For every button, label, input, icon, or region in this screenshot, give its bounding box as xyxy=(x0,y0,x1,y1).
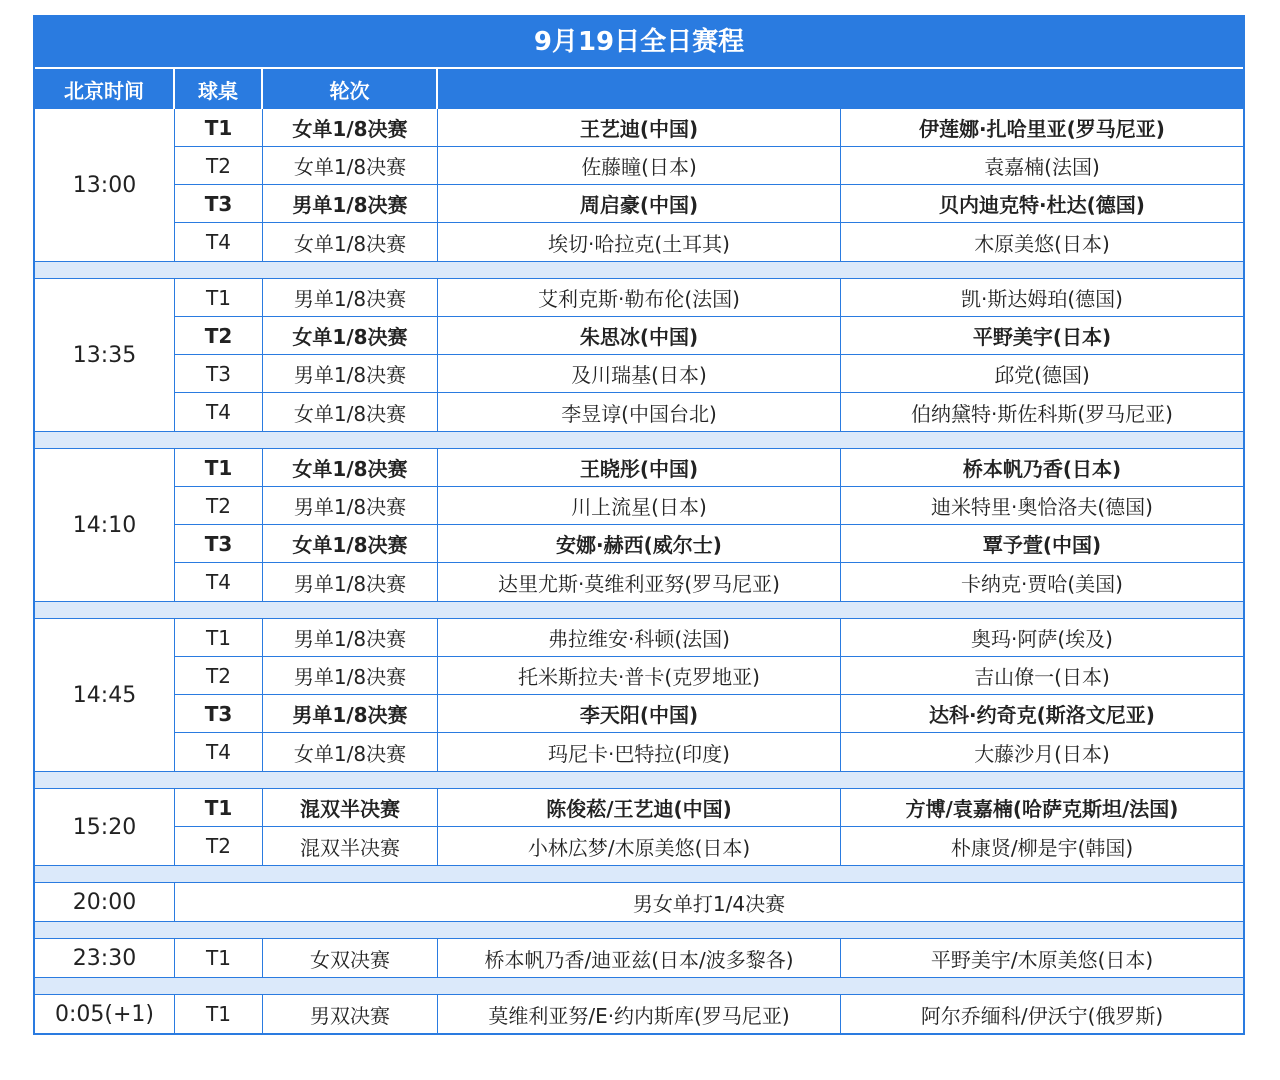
player2-cell: 凯·斯达姆珀(德国) xyxy=(961,287,1123,311)
table-cell: T4 xyxy=(175,563,263,601)
block-rows xyxy=(175,449,1243,601)
player1-cell: 陈俊菘/王艺迪(中国) xyxy=(438,789,841,826)
player2-cell: 奥玛·阿萨(埃及) xyxy=(971,627,1113,651)
block-separator xyxy=(35,977,1243,994)
round-cell: 混双半决赛 xyxy=(263,789,438,826)
time-block xyxy=(35,994,1243,1033)
player1-cell: 小林広梦/木原美悠(日本) xyxy=(438,827,841,865)
time-block xyxy=(35,882,1243,921)
player1-cell: 埃切·哈拉克(土耳其) xyxy=(438,223,841,261)
player1-cell: 艾利克斯·勒布伦(法国) xyxy=(438,279,841,316)
player2-cell: 袁嘉楠(法国) xyxy=(984,155,1100,179)
time-block xyxy=(35,788,1243,865)
table-cell: T3 xyxy=(175,355,263,392)
block-rows xyxy=(175,619,1243,771)
table-cell: T1 xyxy=(175,449,263,486)
schedule-body xyxy=(35,109,1243,1033)
schedule-table xyxy=(33,15,1245,1035)
player2-cell: 覃予萱(中国) xyxy=(982,533,1102,557)
player2-cell: 邱党(德国) xyxy=(994,363,1090,387)
player1-cell: 达里尤斯·莫维利亚努(罗马尼亚) xyxy=(438,563,841,601)
round-cell: 女单1/8决赛 xyxy=(263,449,438,486)
round-cell: 男单1/8决赛 xyxy=(263,563,438,601)
table-row xyxy=(175,147,1243,185)
round-cell: 男单1/8决赛 xyxy=(263,487,438,524)
table-cell: T4 xyxy=(175,733,263,771)
table-row xyxy=(175,995,1243,1033)
block-rows xyxy=(175,789,1243,865)
player2-cell: 平野美宇(日本) xyxy=(972,325,1112,349)
player1-cell: 安娜·赫西(威尔士) xyxy=(438,525,841,562)
table-row xyxy=(175,789,1243,827)
time-cell: 13:00 xyxy=(35,109,175,261)
table-cell: T2 xyxy=(175,487,263,524)
player2-cell: 达科·约奇克(斯洛文尼亚) xyxy=(929,703,1155,727)
table-cell: T1 xyxy=(175,995,263,1033)
block-separator xyxy=(35,431,1243,448)
table-cell: T1 xyxy=(175,279,263,316)
round-cell: 女双决赛 xyxy=(263,939,438,977)
time-cell: 15:20 xyxy=(35,789,175,865)
schedule-title: 9月19日全日赛程 xyxy=(35,17,1243,69)
header-round: 轮次 xyxy=(263,69,438,109)
round-cell: 女单1/8决赛 xyxy=(263,109,438,146)
round-cell: 女单1/8决赛 xyxy=(263,147,438,184)
time-cell: 0:05(+1) xyxy=(35,995,175,1033)
player1-cell: 弗拉维安·科顿(法国) xyxy=(438,619,841,656)
table-row xyxy=(175,449,1243,487)
player2-cell: 贝内迪克特·杜达(德国) xyxy=(939,193,1145,217)
round-cell: 男单1/8决赛 xyxy=(263,279,438,316)
table-cell: T3 xyxy=(175,695,263,732)
round-cell: 男单1/8决赛 xyxy=(263,185,438,222)
player2-cell: 桥本帆乃香(日本) xyxy=(962,457,1122,481)
player1-cell: 王艺迪(中国) xyxy=(438,109,841,146)
table-cell: T2 xyxy=(175,317,263,354)
table-cell: T1 xyxy=(175,619,263,656)
table-row xyxy=(175,827,1243,865)
header-row xyxy=(35,69,1243,109)
table-cell: T3 xyxy=(175,525,263,562)
round-cell: 男单1/8决赛 xyxy=(263,619,438,656)
table-row xyxy=(175,355,1243,393)
time-block xyxy=(35,618,1243,771)
player2-cell: 木原美悠(日本) xyxy=(974,231,1110,256)
table-cell: T1 xyxy=(175,939,263,977)
block-rows xyxy=(175,279,1243,431)
player1-cell: 托米斯拉夫·普卡(克罗地亚) xyxy=(438,657,841,694)
table-row xyxy=(175,393,1243,431)
round-cell: 混双半决赛 xyxy=(263,827,438,865)
round-cell: 女单1/8决赛 xyxy=(263,733,438,771)
table-row xyxy=(175,939,1243,977)
player1-cell: 莫维利亚努/E·约内斯库(罗马尼亚) xyxy=(438,995,841,1033)
player1-cell: 玛尼卡·巴特拉(印度) xyxy=(438,733,841,771)
player2-cell: 伊莲娜·扎哈里亚(罗马尼亚) xyxy=(919,117,1165,141)
round-cell: 女单1/8决赛 xyxy=(263,393,438,431)
time-cell: 23:30 xyxy=(35,939,175,977)
time-block xyxy=(35,448,1243,601)
player1-cell: 桥本帆乃香/迪亚兹(日本/波多黎各) xyxy=(438,939,841,977)
time-cell: 20:00 xyxy=(35,883,175,921)
table-row xyxy=(175,487,1243,525)
table-row xyxy=(175,657,1243,695)
player1-cell: 李天阳(中国) xyxy=(438,695,841,732)
table-row xyxy=(175,223,1243,261)
player1-cell: 朱思冰(中国) xyxy=(438,317,841,354)
time-cell: 14:10 xyxy=(35,449,175,601)
table-cell: T2 xyxy=(175,147,263,184)
round-cell: 男单1/8决赛 xyxy=(263,657,438,694)
player2-cell: 平野美宇/木原美悠(日本) xyxy=(930,947,1154,972)
table-row xyxy=(175,563,1243,601)
table-row xyxy=(175,317,1243,355)
player2-cell: 方博/袁嘉楠(哈萨克斯坦/法国) xyxy=(905,797,1179,821)
table-cell: T2 xyxy=(175,827,263,865)
time-cell: 13:35 xyxy=(35,279,175,431)
block-separator xyxy=(35,261,1243,278)
block-separator xyxy=(35,601,1243,618)
time-block xyxy=(35,938,1243,977)
player1-cell: 周启豪(中国) xyxy=(438,185,841,222)
player1-cell: 及川瑞基(日本) xyxy=(438,355,841,392)
header-table: 球桌 xyxy=(175,69,263,109)
player2-cell: 大藤沙月(日本) xyxy=(974,741,1110,766)
table-cell: T1 xyxy=(175,109,263,146)
round-cell: 女单1/8决赛 xyxy=(263,525,438,562)
player2-cell: 伯纳黛特·斯佐科斯(罗马尼亚) xyxy=(911,401,1173,426)
round-cell: 男单1/8决赛 xyxy=(263,695,438,732)
table-row xyxy=(175,695,1243,733)
span-cell: 男女单打1/4决赛 xyxy=(632,891,786,916)
player1-cell: 王晓彤(中国) xyxy=(438,449,841,486)
table-cell: T3 xyxy=(175,185,263,222)
table-cell: T4 xyxy=(175,223,263,261)
table-row xyxy=(175,733,1243,771)
round-cell: 女单1/8决赛 xyxy=(263,223,438,261)
player2-cell: 朴康贤/柳是宇(韩国) xyxy=(950,835,1134,860)
top-logo-fragment xyxy=(520,0,770,8)
table-row xyxy=(175,109,1243,147)
block-separator xyxy=(35,921,1243,938)
table-row xyxy=(175,185,1243,223)
header-players xyxy=(438,69,1243,109)
header-time: 北京时间 xyxy=(35,69,175,109)
table-cell: T2 xyxy=(175,657,263,694)
time-block xyxy=(35,109,1243,261)
block-rows xyxy=(175,939,1243,977)
round-cell: 男单1/8决赛 xyxy=(263,355,438,392)
player2-cell: 阿尔乔缅科/伊沃宁(俄罗斯) xyxy=(920,1003,1164,1028)
block-rows xyxy=(175,883,1243,921)
block-separator xyxy=(35,865,1243,882)
block-separator xyxy=(35,771,1243,788)
table-row xyxy=(175,525,1243,563)
table-row xyxy=(175,619,1243,657)
time-cell: 14:45 xyxy=(35,619,175,771)
table-row xyxy=(175,883,1243,921)
time-block xyxy=(35,278,1243,431)
table-cell: T1 xyxy=(175,789,263,826)
player2-cell: 吉山僚一(日本) xyxy=(974,665,1110,689)
player2-cell: 卡纳克·贾哈(美国) xyxy=(961,571,1123,596)
block-rows xyxy=(175,109,1243,261)
table-cell: T4 xyxy=(175,393,263,431)
player1-cell: 佐藤瞳(日本) xyxy=(438,147,841,184)
round-cell: 女单1/8决赛 xyxy=(263,317,438,354)
player1-cell: 川上流星(日本) xyxy=(438,487,841,524)
block-rows xyxy=(175,995,1243,1033)
table-row xyxy=(175,279,1243,317)
round-cell: 男双决赛 xyxy=(263,995,438,1033)
player2-cell: 迪米特里·奥恰洛夫(德国) xyxy=(931,495,1153,519)
player1-cell: 李昱谆(中国台北) xyxy=(438,393,841,431)
